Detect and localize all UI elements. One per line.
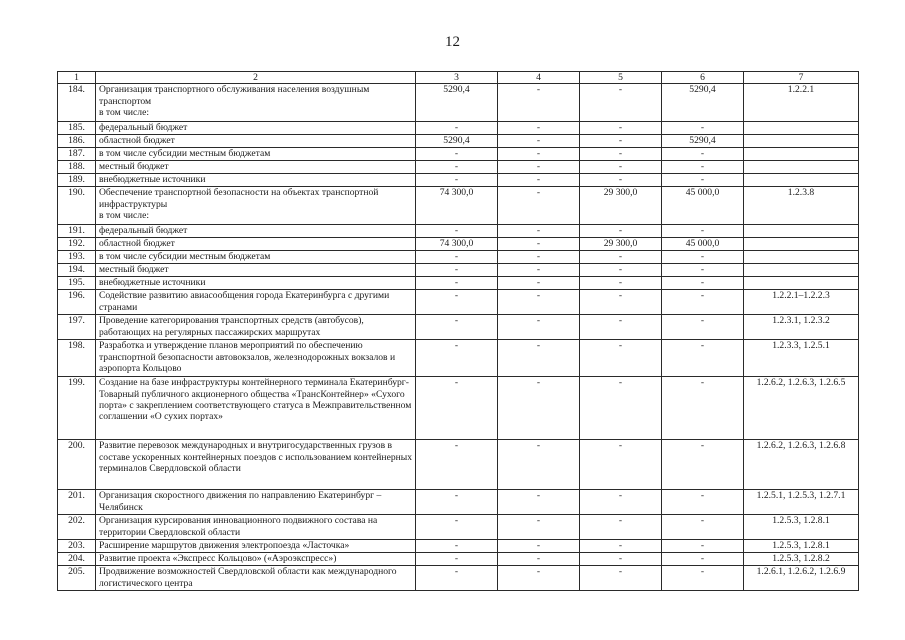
table-row <box>58 315 859 340</box>
row-number: 197. <box>58 315 96 340</box>
table-row <box>58 540 859 553</box>
col4-value: - <box>498 122 580 135</box>
col4-value: - <box>498 553 580 566</box>
table-row <box>58 122 859 135</box>
col6-value: - <box>662 377 744 440</box>
table-row <box>58 187 859 225</box>
table-row <box>58 490 859 515</box>
table-row <box>58 161 859 174</box>
col4-value: - <box>498 161 580 174</box>
row-number: 188. <box>58 161 96 174</box>
col3-value: - <box>416 440 498 490</box>
table-row <box>58 277 859 290</box>
col5-value: - <box>580 174 662 187</box>
table-row <box>58 566 859 591</box>
reference-codes <box>744 122 859 135</box>
reference-codes <box>744 148 859 161</box>
col3-value: - <box>416 377 498 440</box>
col4-value: - <box>498 135 580 148</box>
table-row <box>58 174 859 187</box>
col5-value: - <box>580 264 662 277</box>
table-row <box>58 290 859 315</box>
col6-value: - <box>662 225 744 238</box>
col3-value: - <box>416 148 498 161</box>
row-description: Расширение маршрутов движения электропоезда «Ласточка» <box>96 540 416 553</box>
row-description: Содействие развитию авиасообщения города Екатеринбурга с другими странами <box>96 290 416 315</box>
col4-value: - <box>498 340 580 377</box>
row-description: местный бюджет <box>96 161 416 174</box>
col4-value: - <box>498 315 580 340</box>
row-number: 194. <box>58 264 96 277</box>
reference-codes <box>744 174 859 187</box>
row-number: 191. <box>58 225 96 238</box>
col3-value: 5290,4 <box>416 135 498 148</box>
row-number: 184. <box>58 84 96 122</box>
reference-codes: 1.2.3.1, 1.2.3.2 <box>744 315 859 340</box>
col5-value: - <box>580 340 662 377</box>
col3-value: - <box>416 225 498 238</box>
reference-codes: 1.2.2.1 <box>744 84 859 122</box>
col5-value: - <box>580 135 662 148</box>
reference-codes: 1.2.3.8 <box>744 187 859 225</box>
column-header: 7 <box>744 72 859 84</box>
reference-codes <box>744 135 859 148</box>
col3-value: - <box>416 251 498 264</box>
col3-value: - <box>416 264 498 277</box>
col5-value: - <box>580 251 662 264</box>
col3-value: - <box>416 290 498 315</box>
col5-value: - <box>580 161 662 174</box>
col3-value: - <box>416 174 498 187</box>
reference-codes <box>744 251 859 264</box>
col3-value: 74 300,0 <box>416 187 498 225</box>
row-number: 189. <box>58 174 96 187</box>
col4-value: - <box>498 440 580 490</box>
column-header: 6 <box>662 72 744 84</box>
column-header: 5 <box>580 72 662 84</box>
reference-codes <box>744 161 859 174</box>
row-description: Организация транспортного обслуживания населения воздушным транспортом в том числе: <box>96 84 416 122</box>
col5-value: - <box>580 290 662 315</box>
row-description: федеральный бюджет <box>96 122 416 135</box>
row-number: 202. <box>58 515 96 540</box>
col6-value: - <box>662 161 744 174</box>
table-row <box>58 238 859 251</box>
col4-value: - <box>498 566 580 591</box>
reference-codes: 1.2.5.3, 1.2.8.1 <box>744 515 859 540</box>
col3-value: - <box>416 340 498 377</box>
col3-value: 5290,4 <box>416 84 498 122</box>
row-description: Организация скоростного движения по направлению Екатеринбург – Челябинск <box>96 490 416 515</box>
col4-value: - <box>498 251 580 264</box>
col4-value: - <box>498 490 580 515</box>
table-row <box>58 135 859 148</box>
table-row <box>58 84 859 122</box>
col6-value: - <box>662 515 744 540</box>
table-header-row <box>58 72 859 84</box>
reference-codes: 1.2.6.2, 1.2.6.3, 1.2.6.8 <box>744 440 859 490</box>
col5-value: - <box>580 515 662 540</box>
col6-value: - <box>662 290 744 315</box>
col6-value: - <box>662 264 744 277</box>
row-description: внебюджетные источники <box>96 174 416 187</box>
row-description: Организация курсирования инновационного подвижного состава на территории Свердловской области <box>96 515 416 540</box>
col6-value: - <box>662 490 744 515</box>
col6-value: - <box>662 340 744 377</box>
table-row <box>58 225 859 238</box>
row-description: в том числе субсидии местным бюджетам <box>96 251 416 264</box>
row-description: Продвижение возможностей Свердловской области как международного логистического центра <box>96 566 416 591</box>
row-number: 205. <box>58 566 96 591</box>
row-number: 199. <box>58 377 96 440</box>
col5-value: - <box>580 148 662 161</box>
table-row <box>58 440 859 490</box>
row-number: 190. <box>58 187 96 225</box>
col4-value: - <box>498 187 580 225</box>
row-description: Обеспечение транспортной безопасности на объектах транспортной инфраструктуры в том числе: <box>96 187 416 225</box>
column-header: 3 <box>416 72 498 84</box>
reference-codes <box>744 225 859 238</box>
col6-value: - <box>662 148 744 161</box>
col5-value: - <box>580 377 662 440</box>
col5-value: - <box>580 490 662 515</box>
col5-value: - <box>580 122 662 135</box>
row-number: 196. <box>58 290 96 315</box>
reference-codes <box>744 238 859 251</box>
table-row <box>58 251 859 264</box>
table-row <box>58 340 859 377</box>
reference-codes: 1.2.2.1–1.2.2.3 <box>744 290 859 315</box>
col6-value: - <box>662 440 744 490</box>
reference-codes: 1.2.6.2, 1.2.6.3, 1.2.6.5 <box>744 377 859 440</box>
col5-value: - <box>580 440 662 490</box>
col4-value: - <box>498 84 580 122</box>
row-description: Создание на базе инфраструктуры контейнерного терминала Екатеринбург-Товарный публичного акционерного общества «ТрансКонтейнер» «Сухого порта» с закреплением соответствующего статуса в Межправительственном соглашении «О сухих портах» <box>96 377 416 440</box>
row-number: 186. <box>58 135 96 148</box>
col5-value: 29 300,0 <box>580 187 662 225</box>
col4-value: - <box>498 225 580 238</box>
col5-value: - <box>580 315 662 340</box>
col3-value: - <box>416 161 498 174</box>
table-row <box>58 515 859 540</box>
col4-value: - <box>498 174 580 187</box>
col5-value: 29 300,0 <box>580 238 662 251</box>
col5-value: - <box>580 553 662 566</box>
col6-value: 45 000,0 <box>662 238 744 251</box>
col3-value: - <box>416 277 498 290</box>
row-description: областной бюджет <box>96 135 416 148</box>
col4-value: - <box>498 540 580 553</box>
row-description: Развитие перевозок международных и внутригосударственных грузов в составе ускоренных контейнерных поездов с использованием контейнерных терминалов Свердловской области <box>96 440 416 490</box>
col6-value: - <box>662 122 744 135</box>
col4-value: - <box>498 277 580 290</box>
row-number: 193. <box>58 251 96 264</box>
col5-value: - <box>580 566 662 591</box>
col4-value: - <box>498 148 580 161</box>
page-number: 12 <box>445 34 460 50</box>
row-number: 187. <box>58 148 96 161</box>
row-number: 185. <box>58 122 96 135</box>
reference-codes <box>744 264 859 277</box>
reference-codes: 1.2.6.1, 1.2.6.2, 1.2.6.9 <box>744 566 859 591</box>
row-number: 198. <box>58 340 96 377</box>
col3-value: - <box>416 553 498 566</box>
column-header: 1 <box>58 72 96 84</box>
column-header: 2 <box>96 72 416 84</box>
row-description: Развитие проекта «Экспресс Кольцово» («Аэроэкспресс») <box>96 553 416 566</box>
reference-codes: 1.2.5.3, 1.2.8.2 <box>744 553 859 566</box>
row-description: местный бюджет <box>96 264 416 277</box>
col6-value: - <box>662 553 744 566</box>
row-number: 195. <box>58 277 96 290</box>
col3-value: 74 300,0 <box>416 238 498 251</box>
column-header: 4 <box>498 72 580 84</box>
col6-value: - <box>662 315 744 340</box>
row-number: 192. <box>58 238 96 251</box>
col4-value: - <box>498 264 580 277</box>
col6-value: - <box>662 174 744 187</box>
col3-value: - <box>416 540 498 553</box>
col3-value: - <box>416 490 498 515</box>
col4-value: - <box>498 515 580 540</box>
row-description: федеральный бюджет <box>96 225 416 238</box>
col6-value: 5290,4 <box>662 84 744 122</box>
row-number: 204. <box>58 553 96 566</box>
row-number: 201. <box>58 490 96 515</box>
table-row <box>58 148 859 161</box>
row-description: в том числе субсидии местным бюджетам <box>96 148 416 161</box>
col6-value: 45 000,0 <box>662 187 744 225</box>
row-number: 203. <box>58 540 96 553</box>
budget-table <box>57 71 859 591</box>
table-row <box>58 264 859 277</box>
col4-value: - <box>498 290 580 315</box>
col4-value: - <box>498 238 580 251</box>
col6-value: - <box>662 277 744 290</box>
col6-value: - <box>662 251 744 264</box>
col3-value: - <box>416 515 498 540</box>
row-description: областной бюджет <box>96 238 416 251</box>
reference-codes <box>744 277 859 290</box>
col4-value: - <box>498 377 580 440</box>
col3-value: - <box>416 566 498 591</box>
row-number: 200. <box>58 440 96 490</box>
row-description: Разработка и утверждение планов мероприятий по обеспечению транспортной безопасности автовокзалов, железнодорожных вокзалов и аэропорта Кольцово <box>96 340 416 377</box>
table-row <box>58 377 859 440</box>
reference-codes: 1.2.3.3, 1.2.5.1 <box>744 340 859 377</box>
col3-value: - <box>416 122 498 135</box>
col5-value: - <box>580 84 662 122</box>
col5-value: - <box>580 277 662 290</box>
col6-value: 5290,4 <box>662 135 744 148</box>
col5-value: - <box>580 225 662 238</box>
reference-codes: 1.2.5.1, 1.2.5.3, 1.2.7.1 <box>744 490 859 515</box>
col6-value: - <box>662 566 744 591</box>
table-row <box>58 553 859 566</box>
row-description: внебюджетные источники <box>96 277 416 290</box>
col3-value: - <box>416 315 498 340</box>
col6-value: - <box>662 540 744 553</box>
col5-value: - <box>580 540 662 553</box>
reference-codes: 1.2.5.3, 1.2.8.1 <box>744 540 859 553</box>
row-description: Проведение категорирования транспортных средств (автобусов), работающих на регулярных пассажирских маршрутах <box>96 315 416 340</box>
